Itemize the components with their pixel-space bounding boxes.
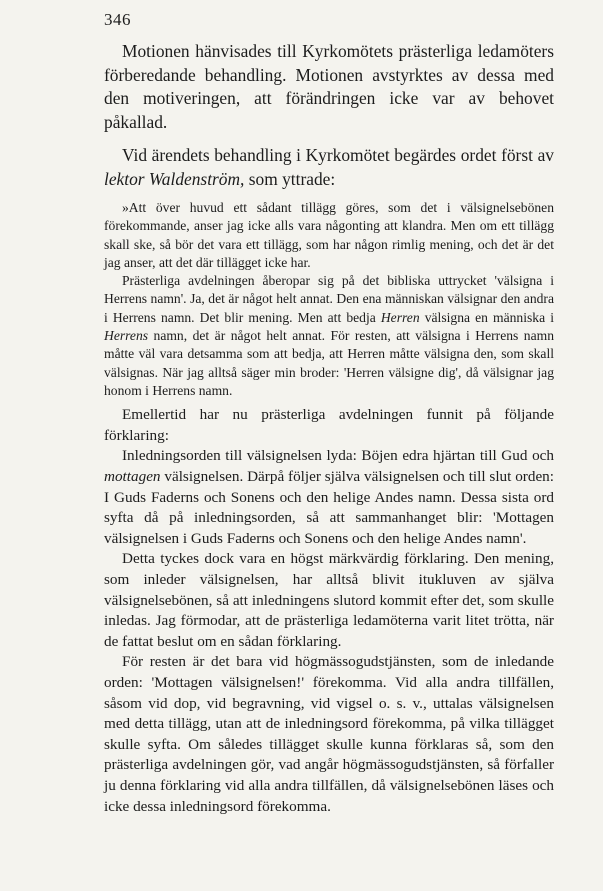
quote-paragraph-1: »Att över huvud ett sådant tillägg göres, som det i välsignelsebönen förekommande, anser jag icke alls vara någonting att klandra. Men om ett tillägg skall ske, så bör det vara ett tillägg, som har någon rimlig mening, och det är det jag anser, att det där tillägget icke har. [104,200,554,270]
quote-paragraph-2 [104,272,554,400]
quote2-text-a: Prästerliga avdelningen åberopar sig på det bibliska uttrycket 'välsigna i Herrens namn'. Ja, det är något helt annat. Den ena människan välsignar den andra i Herrens namn. Det blir mening. Men att bedja [104,273,554,325]
b2-text-b: välsignelsen. Därpå följer själva välsignelsen och till slut orden: I Guds Faderns och Sonens och den helige Andes namn. Dessa sista ord syfta då på inledningsorden, så att sammanhanget blir: 'Mottagen välsignelsen i Guds Faderns och Sonens och den helige Andes namn'. [104,468,554,547]
quote2-italic-herren: Herren [380,309,420,325]
paragraph-high-mass: För resten är det bara vid högmässogudstjänsten, som de inledande orden: 'Mottagen välsignelsen!' förekomma. Vid alla andra tillfällen, såsom vid dop, vid begravning, vid vigsel o. s. v., uttalas välsignelsen med detta tillägg, utan att de inledningsord förekomma, på vilka tillägget skulle syfta. Om således tillägget skulle kunna förklaras så, som den prästerliga avdelningen gör, vad angår högmässogudstjänsten, så förfaller ju denna förklaring vid alla andra tillfällen, då välsignelsebönen läses och icke dessa inledningsord förekomma. [104,653,554,815]
debate-text-after: som yttrade: [244,168,336,189]
quote2-text-b: välsigna en människa i [419,309,554,325]
b2-text-a: Inledningsorden till välsignelsen lyda: Böjen edra hjärtan till Gud och [122,447,554,465]
page-text [104,40,554,817]
paragraph-explanation: Emellertid har nu prästerliga avdelningen funnit på följande förklaring: [104,406,554,444]
intro-block-2 [104,144,554,191]
speech-quote [104,199,554,400]
paragraph-remarkable: Detta tyckes dock vara en högst märkvärdig förklaring. Den mening, som inleder välsignelsen, har alltså blivit itukluven av själva välsignelsebönen, så att inledningens slutord kommit efter det, som skulle inledas. Jag förmodar, att de prästerliga ledamöterna varit litet trötta, när de fattat beslut om en sådan förklaring. [104,550,554,650]
b2-italic-mottagen: mottagen [104,468,161,486]
paragraph-debate [104,144,554,191]
intro-block [104,40,554,134]
quote2-text-c: namn, det är något helt annat. För resten, att välsigna i Herrens namn måtte väl vara detsamma som att bedja, att Herren måtte välsigna den, som skall välsignas. När jag alltså säger min broder: 'Herren välsigne dig', då välsignar jag honom i Herrens namn. [104,328,554,398]
quote2-italic-herrens: Herrens [104,328,149,344]
paragraph-introductory-words [104,446,554,549]
debate-text-before: Vid ärendets behandling i Kyrkomötet begärdes ordet först av [122,145,554,165]
speaker-name: lektor Waldenström, [104,168,245,189]
paragraph-motion: Motionen hänvisades till Kyrkomötets prästerliga ledamöters förberedande behandling. Motionen avstyrktes av dessa med den motiveringen, att förändringen icke var av behovet påkallad. [104,41,554,132]
page-number: 346 [104,10,131,29]
continued-speech [104,405,554,817]
